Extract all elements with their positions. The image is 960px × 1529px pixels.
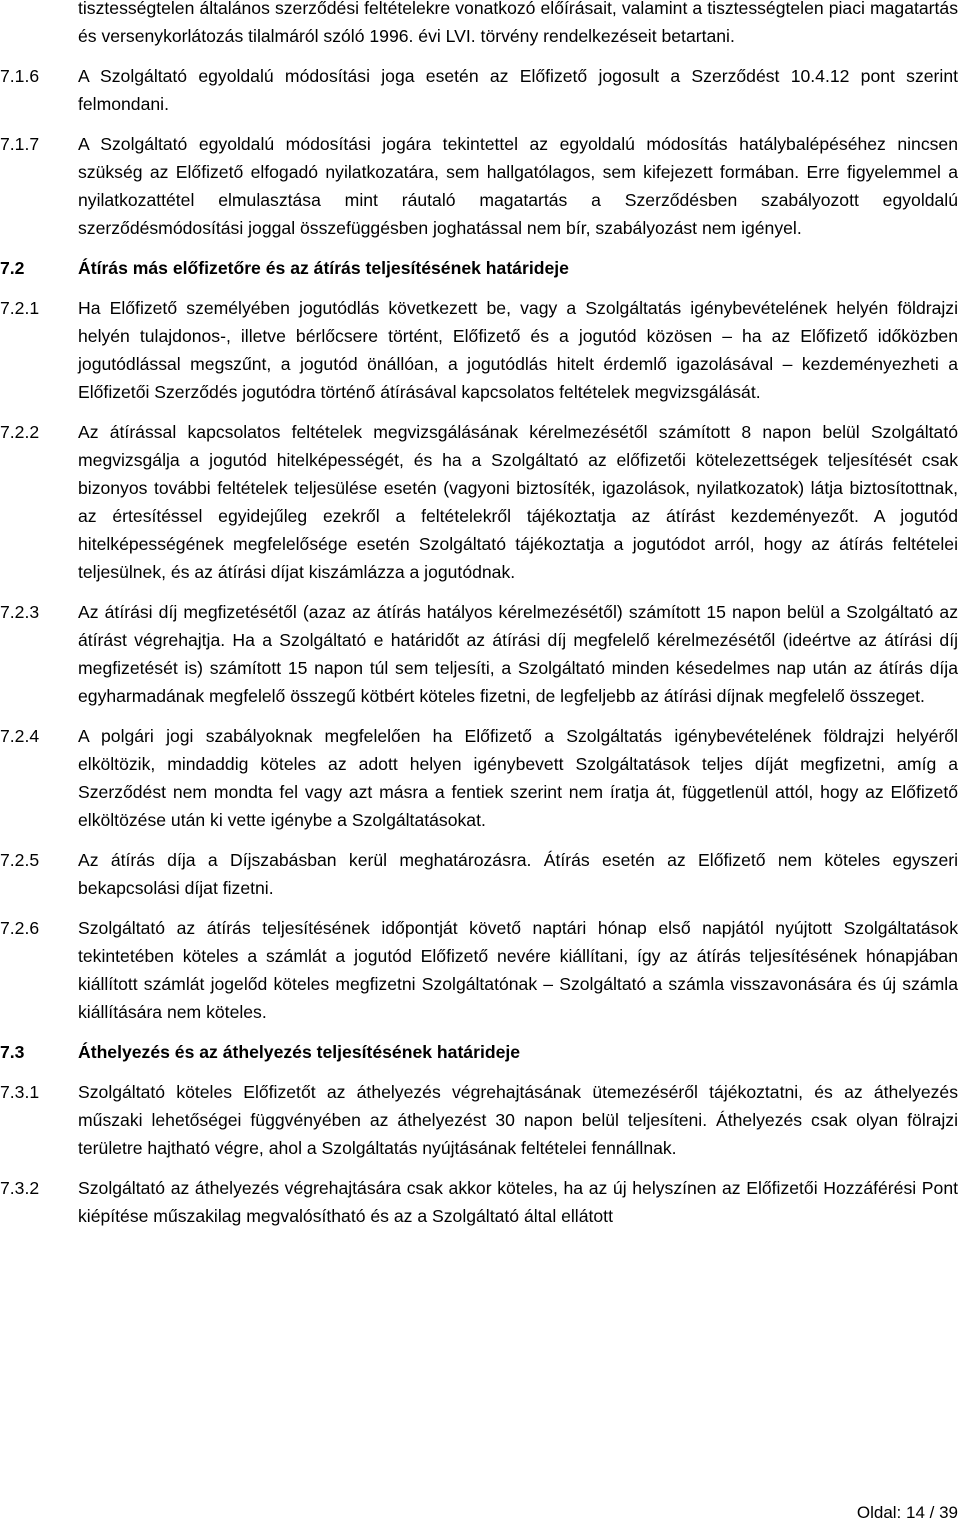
paragraph-number: 7.2.4 — [0, 726, 40, 746]
paragraph-7-2-1 — [0, 294, 960, 406]
paragraph-text: A Szolgáltató egyoldalú módosítási jogára tekintettel az egyoldalú módosítás hatálybalépéséhez nincsen szükség az Előfizető elfogadó nyilatkozatára, sem hallgatólagos, sem kifejezett formában. Erre figyelemmel a nyilatkozattétel elmulasztása mint ráutaló magatartás a Szerződésben szabályozott egyoldalú szerződésmódosítási joggal összefüggésben joghatással nem bír, szabályozást nem igényel. — [78, 134, 958, 238]
paragraph-number: 7.2.6 — [0, 918, 40, 938]
paragraph-text: A polgári jogi szabályoknak megfelelően ha Előfizető a Szolgáltatás igénybevételének földrajzi helyéről elköltözik, mindaddig köteles az adott helyen igénybevett Szolgáltatások teljes díját megfizetni, amíg a Szerződést nem mondta fel vagy azt másra a fentiek szerint nem íratja át, függetlenül attól, hogy az Előfizető elköltözése után ki vette igénybe a Szolgáltatásokat. — [78, 726, 958, 830]
paragraph-text: A Szolgáltató egyoldalú módosítási joga esetén az Előfizető jogosult a Szerződést 10.4.12 pont szerint felmondani. — [78, 66, 958, 114]
paragraph-7-2-3 — [0, 598, 960, 710]
paragraph-number: 7.3.1 — [0, 1082, 40, 1102]
paragraph-7-3-2 — [0, 1174, 960, 1230]
paragraph-text: Szolgáltató az áthelyezés végrehajtására csak akkor köteles, ha az új helyszínen az Előfizetői Hozzáférési Pont kiépítése műszakilag megvalósítható és az a Szolgáltató által ellátott — [78, 1178, 958, 1226]
section-heading-7-3 — [0, 1038, 960, 1066]
paragraph-text: Szolgáltató köteles Előfizetőt az áthelyezés végrehajtásának ütemezéséről tájékoztatni, és az áthelyezés műszaki lehetőségei függvényében az áthelyezést 30 napon belül teljesíteni. Áthelyezés csak olyan fölrajzi területre hajtható végre, ahol a Szolgáltatás nyújtásának feltételei fennállnak. — [78, 1082, 958, 1158]
paragraph-7-2-4 — [0, 722, 960, 834]
paragraph-number: 7.2.3 — [0, 602, 40, 622]
paragraph-text: Az átírási díj megfizetésétől (azaz az átírás hatályos kérelmezésétől) számított 15 napon belül a Szolgáltató az átírást végrehajtja. Ha a Szolgáltató e határidőt az átírási díj megfelelő kérelmezésétől (ideértve az átírási díj megfizetését is) számított 15 napon túl sem teljesíti, a Szolgáltató minden késedelmes nap után az átírás díja egyharmadának megfelelő összegű kötbért köteles fizetni, de legfeljebb az átírási díjnak megfelelő összeget. — [78, 602, 958, 706]
paragraph-number: 7.2.1 — [0, 298, 40, 318]
paragraph-7-2-2 — [0, 418, 960, 586]
section-title: Áthelyezés és az áthelyezés teljesítésének határideje — [78, 1042, 521, 1062]
paragraph-7-3-1 — [0, 1078, 960, 1162]
paragraph-7-1-6 — [0, 62, 960, 118]
paragraph-text: Az átírás díja a Díjszabásban kerül meghatározásra. Átírás esetén az Előfizető nem köteles egyszeri bekapcsolási díjat fizetni. — [78, 850, 958, 898]
page-number: Oldal: 14 / 39 — [856, 1503, 958, 1522]
paragraph-number: 7.2.5 — [0, 850, 40, 870]
paragraph-7-2-6 — [0, 914, 960, 1026]
section-title: Átírás más előfizetőre és az átírás teljesítésének határideje — [78, 258, 569, 278]
paragraph-number: 7.1.7 — [0, 134, 40, 154]
paragraph-number: 7.3.2 — [0, 1178, 40, 1198]
paragraph-7-1-7 — [0, 130, 960, 242]
section-heading-7-2 — [0, 254, 960, 282]
paragraph-7-2-5 — [0, 846, 960, 902]
paragraph-text: Ha Előfizető személyében jogutódlás következett be, vagy a Szolgáltatás igénybevételének helyén földrajzi helyén tulajdonos-, illetve bérlőcsere történt, Előfizető és a jogutód közösen – ha az Előfizető időközben jogutódlással megszűnt, a jogutód önállóan, a jogutódlás hitelt érdemlő igazolásával – kezdeményezheti a Előfizetői Szerződés jogutódra történő átírásával kapcsolatos feltételek megvizsgálását. — [78, 298, 958, 402]
paragraph-text: Szolgáltató az átírás teljesítésének időpontját követő naptári hónap első napjától nyújtott Szolgáltatások tekintetében köteles a számlát a jogutód Előfizető nevére kiállítani, így az átírás teljesítésének hónapjában kiállított számlát jogelőd köteles megfizetni Szolgáltatónak – Szolgáltató a számla visszavonására és új számla kiállítására nem köteles. — [78, 918, 958, 1022]
paragraph-text: tisztességtelen általános szerződési feltételekre vonatkozó előírásait, valamint a tisztességtelen piaci magatartás és versenykorlátozás tilalmáról szóló 1996. évi LVI. törvény rendelkezéseit betartani. — [78, 0, 958, 46]
paragraph-continuation — [0, 0, 960, 50]
section-number: 7.2 — [0, 258, 25, 278]
paragraph-number: 7.1.6 — [0, 66, 40, 86]
paragraph-number: 7.2.2 — [0, 422, 40, 442]
paragraph-text: Az átírással kapcsolatos feltételek megvizsgálásának kérelmezésétől számított 8 napon belül Szolgáltató megvizsgálja a jogutód hitelképességét, és ha a Szolgáltató az előfizetői kötelezettségek teljesítését csak bizonyos további feltételek teljesülése esetén (vagyoni biztosíték, igazolások, nyilatkozatok) látja biztosítottnak, az értesítéssel egyidejűleg ezekről a feltételekről tájékoztatja az átírást kezdeményezőt. A jogutód hitelképességének megfelelősége esetén Szolgáltató tájékoztatja a jogutódot arról, hogy az átírás feltételei teljesülnek, és az átírási díjat kiszámlázza a jogutódnak. — [78, 422, 958, 582]
section-number: 7.3 — [0, 1042, 25, 1062]
